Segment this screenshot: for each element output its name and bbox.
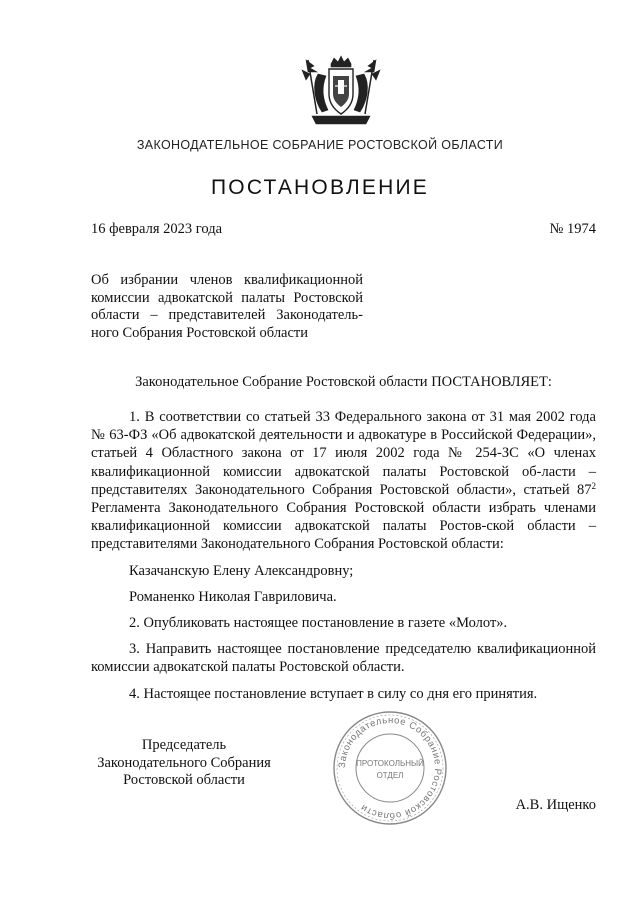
official-stamp	[330, 708, 450, 828]
document-number: № 1974	[549, 221, 596, 237]
organization-name: ЗАКОНОДАТЕЛЬНОЕ СОБРАНИЕ РОСТОВСКОЙ ОБЛАСТИ	[136, 138, 504, 152]
stamp-center-line-2: ОТДЕЛ	[376, 771, 404, 780]
paragraph-1	[91, 408, 596, 554]
coat-of-arms-icon	[300, 54, 382, 128]
svg-text:Законодательное Собрание Росто	[337, 715, 443, 821]
stamp-ring-text: Законодательное Собрание Ростовской области	[336, 714, 444, 822]
signer-title-line-3: Ростовской области	[123, 772, 245, 788]
signer-name: А.В. Ищенко	[515, 797, 596, 813]
signer-title	[84, 737, 284, 790]
member-2: Романенко Николая Гавриловича.	[129, 588, 337, 605]
paragraph-1-part-a: 1. В соответствии со статьей 33 Федерального закона от 31 мая 2002 года № 63-ФЗ «Об адвокатской деятельности и адвокатуре в Российской Федерации», статьей 4 Областного закона от 17 июля 2002 года № 254-ЗС «О членах квалификационной комиссии адвокатской палаты Ростовской об-ласти – представителях Законодательного Собрания Ростовской области», статьей 87	[91, 409, 596, 498]
stamp-center-line-1: ПРОТОКОЛЬНЫЙ	[356, 759, 424, 768]
document-date: 16 февраля 2023 года	[91, 221, 223, 237]
resolution-body	[91, 408, 596, 711]
paragraph-4: 4. Настоящее постановление вступает в силу со дня его принятия.	[129, 685, 538, 702]
paragraph-1-part-b: Регламента Законодательного Собрания Ростовской области избрать членами квалификационной комиссии адвокатской палаты Ростов-ской области – представителями Законодательного Собрания Ростовской области:	[91, 500, 596, 553]
paragraph-3: 3. Направить настоящее постановление председателю квалификационной комиссии адвокатской палаты Ростовской области.	[91, 641, 596, 676]
paragraph-2: 2. Опубликовать настоящее постановление в газете «Молот».	[129, 615, 508, 632]
article-superscript: 2	[591, 480, 596, 491]
signer-title-line-2: Законодательного Собрания	[97, 754, 271, 771]
document-type-title: ПОСТАНОВЛЕНИЕ	[211, 176, 429, 199]
signer-title-line-1: Председатель	[141, 737, 227, 753]
preamble: Законодательное Собрание Ростовской области ПОСТАНОВЛЯЕТ:	[135, 374, 552, 390]
document-subject: Об избрании членов квалификационной комиссии адвокатской палаты Ростовской области – представителей Законодатель-ного Собрания Ростовской области	[91, 272, 363, 341]
member-1: Казачанскую Елену Александровну;	[129, 562, 354, 579]
